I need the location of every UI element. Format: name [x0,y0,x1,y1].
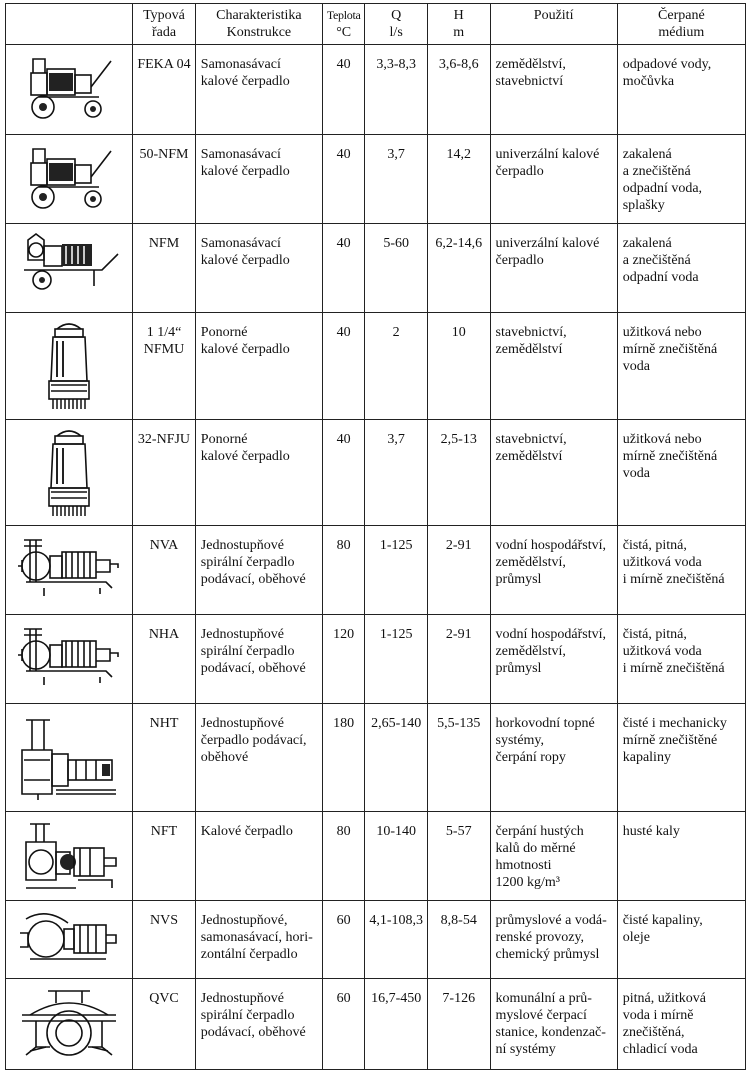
cell-pouziti: horkovodní topné systémy, čerpání ropy [490,704,617,812]
header-teplota: Teplota °C [322,4,364,45]
table-row [6,615,746,704]
horizontal-pump-icon [6,907,132,969]
pump-image [6,224,133,313]
pump-image [6,901,133,979]
cell-konstrukce: Jednostupňové spirální čerpadlo podávací, oběhové [195,526,322,615]
cell-cerpane-medium: zakalená a znečištěná odpadní voda, splašky [617,135,745,224]
cell-typova-rada: NFT [133,812,196,901]
cell-teplota: 60 [322,901,364,979]
cell-konstrukce: Jednostupňové čerpadlo podávací, oběhové [195,704,322,812]
self-priming-sludge-pump-cart-icon [6,141,132,213]
cell-h: 8,8-54 [427,901,490,979]
cell-cerpane-medium: čisté kapaliny, oleje [617,901,745,979]
cell-teplota: 80 [322,526,364,615]
cell-q: 5-60 [365,224,428,313]
cell-q: 3,3-8,3 [365,45,428,135]
cell-h: 5-57 [427,812,490,901]
cell-teplota: 180 [322,704,364,812]
cell-teplota: 40 [322,224,364,313]
spiral-pump-motor-icon [6,532,132,598]
cell-teplota: 60 [322,979,364,1070]
header-charakteristika: Charakteristika Konstrukce [195,4,322,45]
pump-image [6,526,133,615]
cell-konstrukce: Samonasávací kalové čerpadlo [195,45,322,135]
cell-pouziti: čerpání hustých kalů do měrné hmotnosti 1200 kg/m³ [490,812,617,901]
cell-q: 3,7 [365,135,428,224]
cell-teplota: 40 [322,45,364,135]
header-typova-rada: Typová řada [133,4,196,45]
cell-cerpane-medium: zakalená a znečištěná odpadní voda [617,224,745,313]
cell-h: 5,5-135 [427,704,490,812]
table-row [6,812,746,901]
cell-pouziti: komunální a prů- myslové čerpací stanice, kondenzač- ní systémy [490,979,617,1070]
cell-teplota: 40 [322,135,364,224]
cell-h: 3,6-8,6 [427,45,490,135]
cell-typova-rada: 32-NFJU [133,420,196,526]
cell-h: 2-91 [427,526,490,615]
pump-image [6,135,133,224]
cell-typova-rada: NFM [133,224,196,313]
cell-konstrukce: Samonasávací kalové čerpadlo [195,135,322,224]
cell-cerpane-medium: užitková nebo mírně znečištěná voda [617,313,745,420]
submersible-pump-icon [6,319,132,411]
cell-typova-rada: FEKA 04 [133,45,196,135]
table-row [6,420,746,526]
cell-teplota: 40 [322,313,364,420]
cell-typova-rada: NVS [133,901,196,979]
cell-pouziti: stavebnictví, zemědělství [490,420,617,526]
pump-image [6,704,133,812]
cell-pouziti: zemědělství, stavebnictví [490,45,617,135]
cell-cerpane-medium: pitná, užitková voda i mírně znečištěná, chladicí voda [617,979,745,1070]
sludge-pump-bearing-icon [6,818,132,898]
cell-konstrukce: Kalové čerpadlo [195,812,322,901]
table-row [6,979,746,1070]
spiral-pump-motor-icon [6,621,132,687]
cell-cerpane-medium: čistá, pitná, užitková voda i mírně znečištěná [617,526,745,615]
cell-cerpane-medium: čisté i mechanicky mírně znečištěné kapaliny [617,704,745,812]
pump-image [6,45,133,135]
table-row [6,224,746,313]
header-cerpane-medium: Čerpané médium [617,4,745,45]
header-h: H m [427,4,490,45]
sludge-pump-trolley-icon [6,230,132,296]
cell-konstrukce: Jednostupňové, samonasávací, hori- zontální čerpadlo [195,901,322,979]
cell-pouziti: stavebnictví, zemědělství [490,313,617,420]
cell-pouziti: univerzální kalové čerpadlo [490,224,617,313]
cell-typova-rada: NVA [133,526,196,615]
cell-q: 2 [365,313,428,420]
cell-teplota: 40 [322,420,364,526]
cell-q: 10-140 [365,812,428,901]
cell-pouziti: vodní hospodářství, zemědělství, průmysl [490,526,617,615]
cell-teplota: 80 [322,812,364,901]
cell-h: 2-91 [427,615,490,704]
hot-water-pump-icon [6,710,132,802]
cell-pouziti: vodní hospodářství, zemědělství, průmysl [490,615,617,704]
table-row [6,704,746,812]
table-row [6,313,746,420]
table-row [6,45,746,135]
cell-konstrukce: Ponorné kalové čerpadlo [195,313,322,420]
cell-typova-rada: NHA [133,615,196,704]
pump-table [5,3,746,1070]
cell-h: 2,5-13 [427,420,490,526]
cell-q: 2,65-140 [365,704,428,812]
cell-typova-rada: 1 1/4“ NFMU [133,313,196,420]
cell-h: 10 [427,313,490,420]
cell-typova-rada: NHT [133,704,196,812]
cell-pouziti: průmyslové a vodá- renské provozy, chemický průmysl [490,901,617,979]
cell-h: 6,2-14,6 [427,224,490,313]
header-image [6,4,133,45]
table-row [6,901,746,979]
cell-typova-rada: 50-NFM [133,135,196,224]
table-row [6,526,746,615]
pump-image [6,812,133,901]
submersible-pump-icon [6,426,132,518]
cell-q: 4,1-108,3 [365,901,428,979]
cell-konstrukce: Samonasávací kalové čerpadlo [195,224,322,313]
cell-h: 14,2 [427,135,490,224]
pump-image [6,979,133,1070]
cell-q: 3,7 [365,420,428,526]
pump-image [6,615,133,704]
split-case-pump-icon [6,985,132,1065]
cell-q: 1-125 [365,526,428,615]
cell-konstrukce: Jednostupňové spirální čerpadlo podávací, oběhové [195,615,322,704]
cell-cerpane-medium: užitková nebo mírně znečištěná voda [617,420,745,526]
table-row [6,135,746,224]
self-priming-sludge-pump-cart-icon [6,51,132,123]
cell-pouziti: univerzální kalové čerpadlo [490,135,617,224]
cell-typova-rada: QVC [133,979,196,1070]
pump-image [6,313,133,420]
cell-teplota: 120 [322,615,364,704]
cell-q: 16,7-450 [365,979,428,1070]
header-row [6,4,746,45]
header-pouziti: Použití [490,4,617,45]
cell-konstrukce: Jednostupňové spirální čerpadlo podávací, oběhové [195,979,322,1070]
cell-cerpane-medium: čistá, pitná, užitková voda i mírně znečištěná [617,615,745,704]
cell-cerpane-medium: husté kaly [617,812,745,901]
cell-q: 1-125 [365,615,428,704]
header-q: Q l/s [365,4,428,45]
pump-image [6,420,133,526]
cell-konstrukce: Ponorné kalové čerpadlo [195,420,322,526]
cell-cerpane-medium: odpadové vody, močůvka [617,45,745,135]
cell-h: 7-126 [427,979,490,1070]
